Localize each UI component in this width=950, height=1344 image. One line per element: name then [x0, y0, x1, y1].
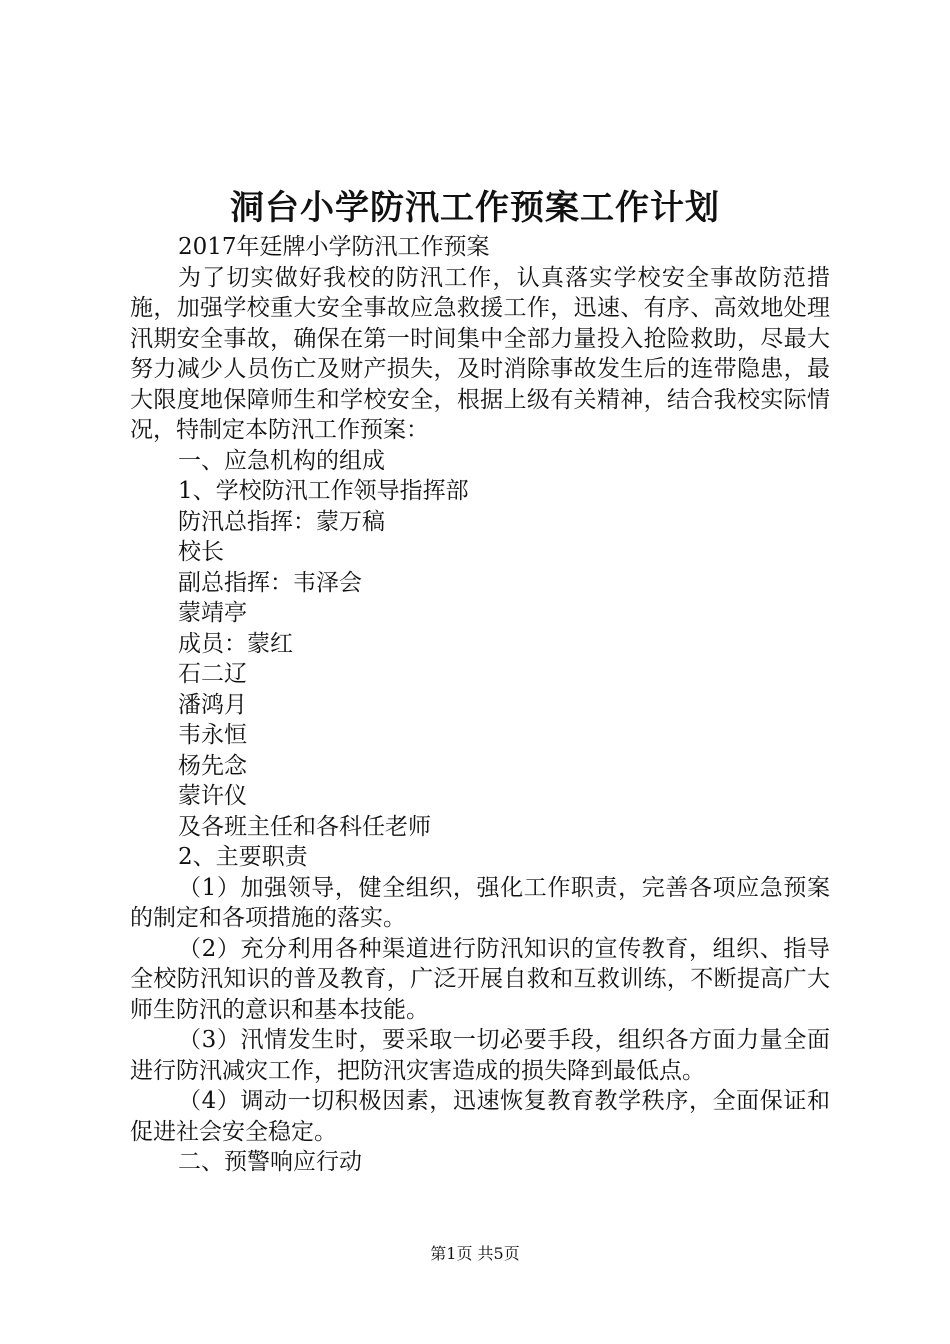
paragraph: 2017年廷牌小学防汛工作预案: [178, 234, 490, 260]
paragraph: （4）调动一切积极因素，迅速恢复教育教学秩序，全面保证和促进社会安全稳定。: [130, 1088, 830, 1145]
paragraph: 及各班主任和各科任老师: [178, 813, 431, 840]
section-heading: 二、预警响应行动: [178, 1149, 362, 1175]
paragraph: 杨先念: [178, 752, 247, 779]
document-title: 洞台小学防汛工作预案工作计划: [230, 188, 720, 228]
paragraph: （1）加强领导，健全组织，强化工作职责，完善各项应急预案的制定和各项措施的落实。: [130, 874, 830, 931]
paragraph: 蒙靖亭: [178, 600, 247, 626]
document-body: [130, 232, 830, 1178]
paragraph: 韦永恒: [178, 722, 247, 748]
paragraph: 石二辽: [178, 661, 247, 687]
subsection-heading: 2、主要职责: [178, 844, 308, 870]
section-heading: 一、应急机构的组成: [178, 447, 385, 474]
paragraph: 副总指挥：韦泽会: [178, 569, 362, 596]
paragraph: 校长: [178, 539, 224, 565]
paragraph: （3）汛情发生时，要采取一切必要手段，组织各方面力量全面进行防汛减灾工作，把防汛灾害造成的损失降到最低点。: [130, 1027, 830, 1084]
paragraph: 防汛总指挥：蒙万稿: [178, 508, 385, 535]
paragraph: 为了切实做好我校的防汛工作，认真落实学校安全事故防范措施，加强学校重大安全事故应急救援工作，迅速、有序、高效地处理汛期安全事故，确保在第一时间集中全部力量投入抢险救助，尽最大努力减少人员伤亡及财产损失，及时消除事故发生后的连带隐患，最大限度地保障师生和学校安全，根据上级有关精神，结合我校实际情况，特制定本防汛工作预案：: [130, 264, 830, 443]
paragraph: 成员：蒙红: [178, 630, 293, 657]
subsection-heading: 1、学校防汛工作领导指挥部: [178, 478, 469, 504]
paragraph: 蒙许仪: [178, 783, 247, 809]
page-footer: 第1页 共5页: [430, 1244, 520, 1263]
paragraph: （2）充分利用各种渠道进行防汛知识的宣传教育，组织、指导全校防汛知识的普及教育，广泛开展自救和互救训练，不断提高广大师生防汛的意识和基本技能。: [130, 935, 830, 1023]
paragraph: 潘鸿月: [178, 691, 247, 718]
